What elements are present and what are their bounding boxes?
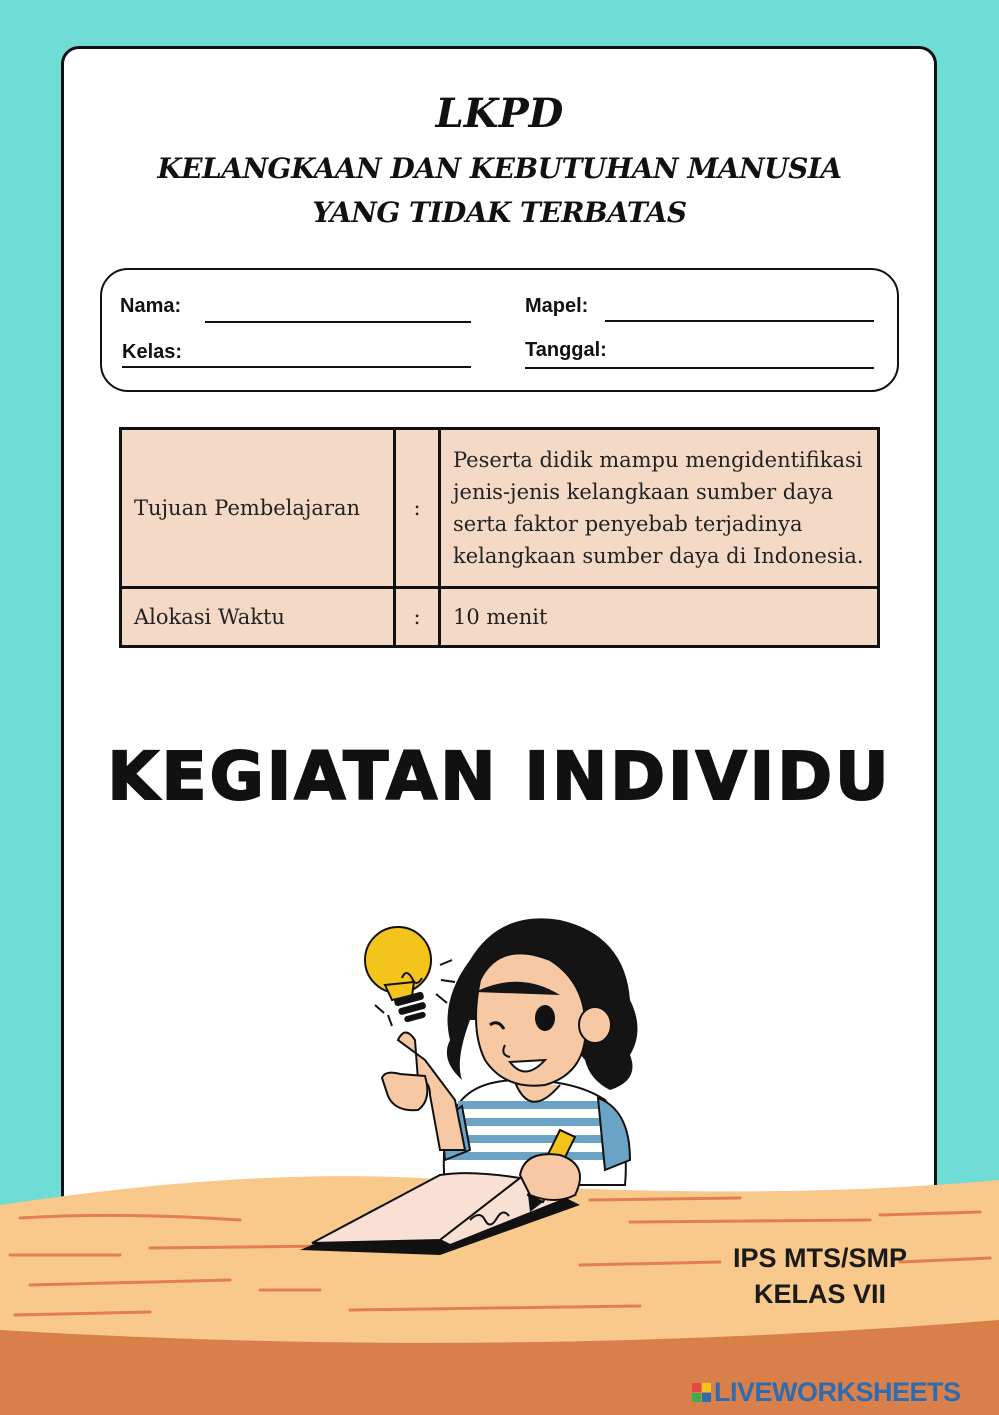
course-grade: KELAS VII [753, 1279, 887, 1309]
worksheet-title: LKPD [435, 90, 564, 137]
objective-separator: : [395, 429, 440, 588]
liveworksheets-logo[interactable] [692, 1378, 961, 1406]
course-subject: IPS MTS/SMP [732, 1243, 908, 1273]
kelas-label: Kelas: [122, 341, 183, 363]
duration-value: 10 menit [440, 588, 879, 647]
objective-value: Peserta didik mampu mengidentifikasi jenis-jenis kelangkaan sumber daya serta faktor penyebab terjadinya kelangkaan sumber daya di Indonesia. [440, 429, 879, 588]
duration-separator: : [395, 588, 440, 647]
mapel-label: Mapel: [525, 295, 589, 317]
nama-label: Nama: [120, 295, 182, 317]
worksheet-subtitle-line2: YANG TIDAK TERBATAS [312, 196, 687, 229]
tanggal-label: Tanggal: [525, 339, 607, 361]
worksheet-subtitle-line1: KELANGKAAN DAN KEBUTUHAN MANUSIA [157, 152, 842, 185]
duration-label: Alokasi Waktu [121, 588, 395, 647]
objective-label: Tujuan Pembelajaran [121, 429, 395, 588]
liveworksheets-icon [692, 1383, 711, 1402]
brand-name: LIVEWORKSHEETS [714, 1376, 961, 1407]
lightbulb-icon [365, 927, 455, 1026]
activity-heading: KEGIATAN INDIVIDU [107, 738, 892, 815]
course-info [690, 1240, 950, 1312]
